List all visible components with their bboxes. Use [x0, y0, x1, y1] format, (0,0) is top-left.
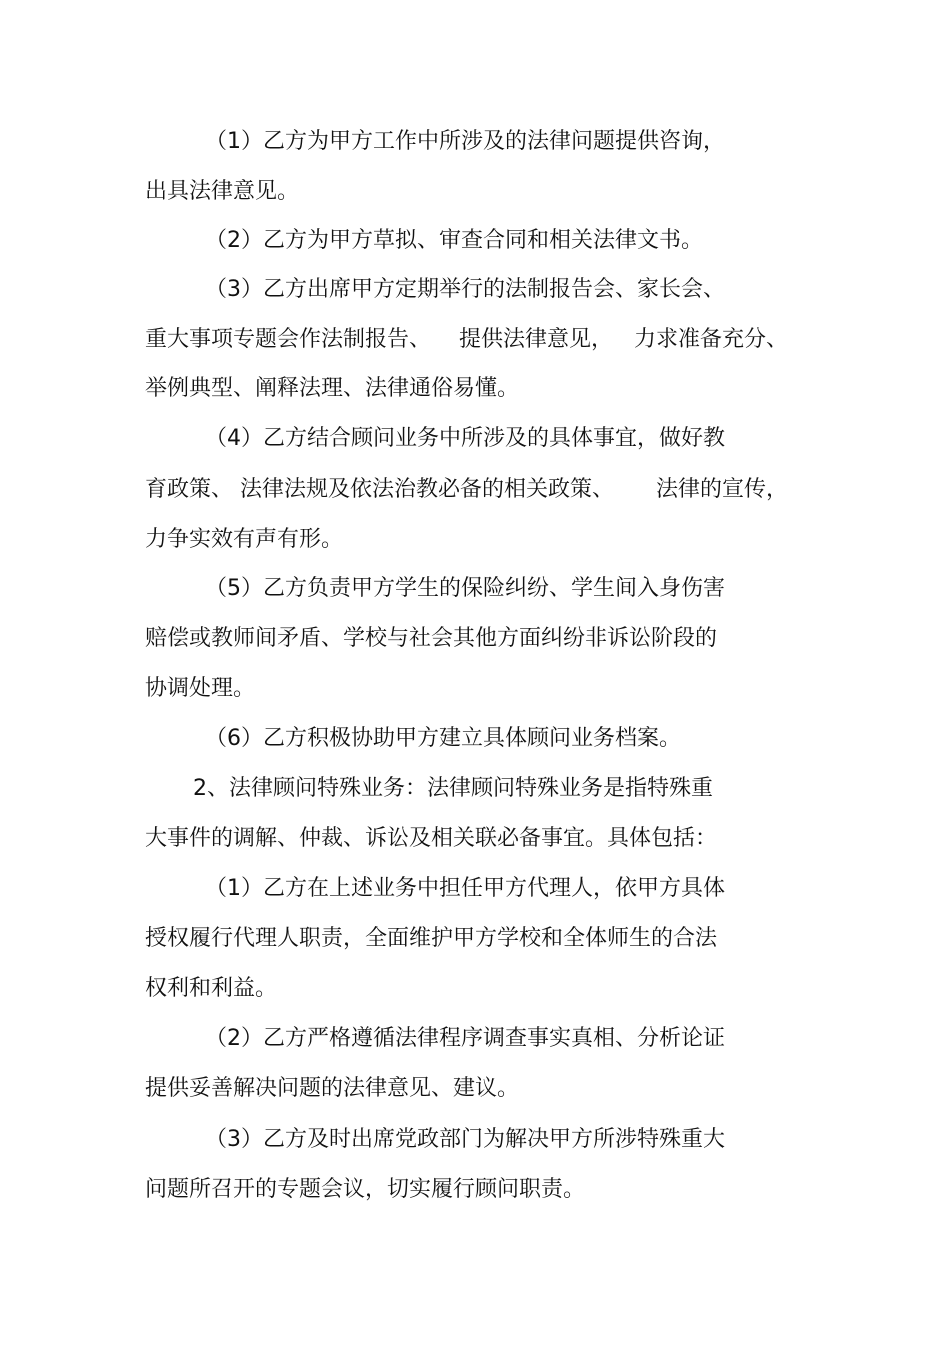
paragraph-1-line-2: 出具法律意见。 — [145, 179, 300, 204]
paragraph-5-line-1: （5）乙方负责甲方学生的保险纠纷、学生间入身伤害 — [205, 576, 725, 601]
paragraph-8-line-1: （2）乙方严格遵循法律程序调查事实真相、分析论证 — [205, 1026, 725, 1051]
paragraph-9-line-2: 问题所召开的专题会议，切实履行顾问职责。 — [145, 1177, 586, 1202]
paragraph-7-line-1: （1）乙方在上述业务中担任甲方代理人，依甲方具体 — [205, 876, 725, 901]
paragraph-7-line-2: 授权履行代理人职责，全面维护甲方学校和全体师生的合法 — [145, 926, 718, 951]
paragraph-6-line-1: （6）乙方积极协助甲方建立具体顾问业务档案。 — [205, 726, 681, 751]
paragraph-2-line-1: （2）乙方为甲方草拟、审查合同和相关法律文书。 — [205, 228, 703, 253]
paragraph-4-line-3: 力争实效有声有形。 — [145, 527, 344, 552]
paragraph-4-line-2: 育政策、 法律法规及依法治教必备的相关政策、 法律的宣传， — [145, 477, 788, 502]
paragraph-5-line-2: 赔偿或教师间矛盾、学校与社会其他方面纠纷非诉讼阶段的 — [145, 626, 718, 651]
section-2-line-1: 2、法律顾问特殊业务：法律顾问特殊业务是指特殊重 — [193, 776, 713, 801]
paragraph-3-line-1: （3）乙方出席甲方定期举行的法制报告会、家长会、 — [205, 277, 725, 302]
paragraph-5-line-3: 协调处理。 — [145, 676, 256, 701]
paragraph-3-line-3: 举例典型、阐释法理、法律通俗易懂。 — [145, 376, 520, 401]
section-2-line-2: 大事件的调解、仲裁、诉讼及相关联必备事宜。具体包括： — [145, 826, 718, 851]
paragraph-1-line-1: （1）乙方为甲方工作中所涉及的法律问题提供咨询， — [205, 129, 725, 154]
paragraph-8-line-2: 提供妥善解决问题的法律意见、建议。 — [145, 1076, 520, 1101]
paragraph-9-line-1: （3）乙方及时出席党政部门为解决甲方所涉特殊重大 — [205, 1127, 725, 1152]
paragraph-3-line-2: 重大事项专题会作法制报告、 提供法律意见， 力求准备充分、 — [145, 327, 788, 352]
paragraph-7-line-3: 权利和利益。 — [145, 976, 278, 1001]
paragraph-4-line-1: （4）乙方结合顾问业务中所涉及的具体事宜，做好教 — [205, 426, 725, 451]
